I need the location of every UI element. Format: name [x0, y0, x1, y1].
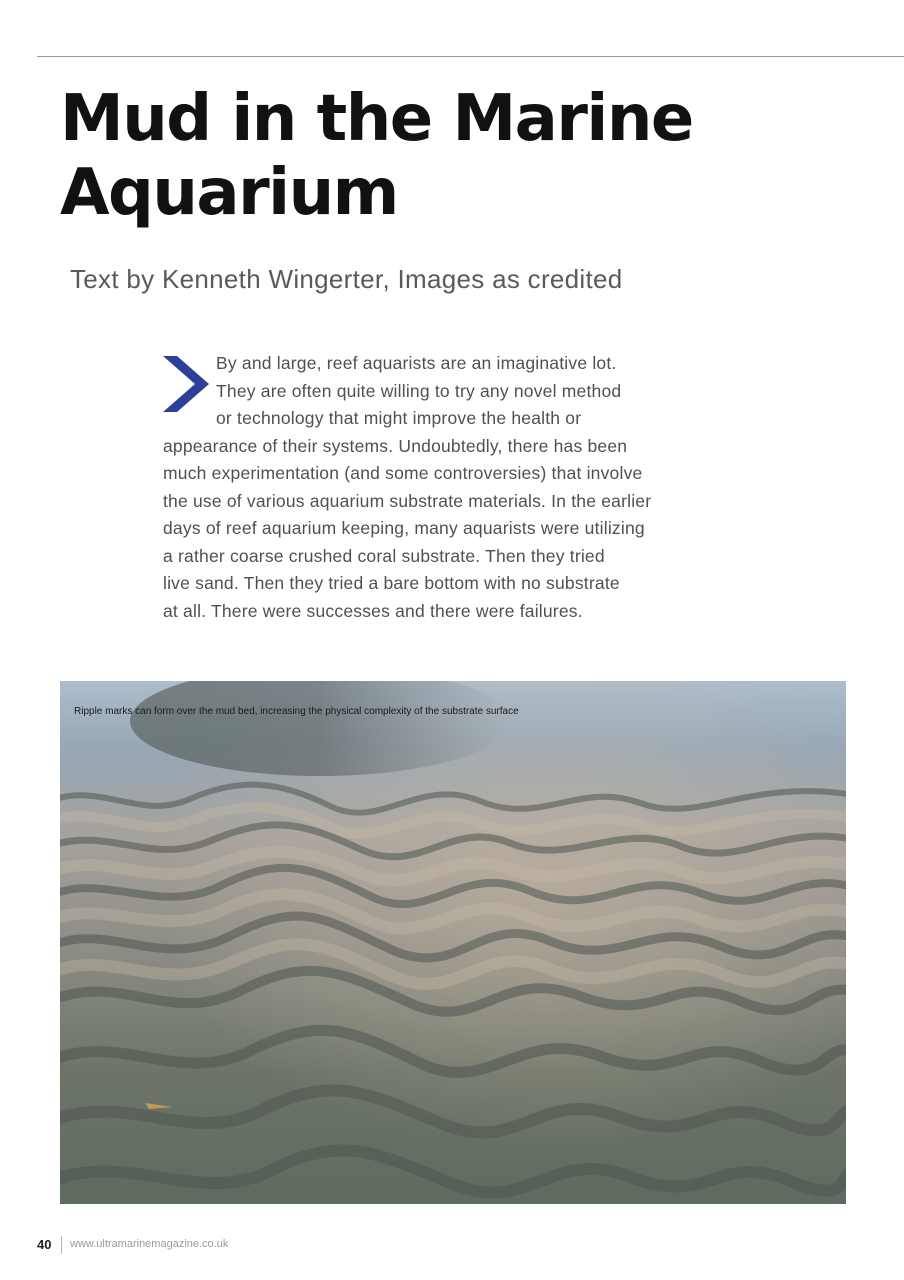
- photo-caption: Ripple marks can form over the mud bed, increasing the physical complexity of the substrate surface: [74, 706, 519, 717]
- ripple-photo-illustration: [60, 681, 846, 1204]
- magazine-url-link[interactable]: www.ultramarinemagazine.co.uk: [70, 1238, 229, 1250]
- ripple-marks-photo: [60, 681, 846, 1204]
- intro-line: a rather coarse crushed coral substrate. Then they tried: [163, 545, 605, 566]
- byline: Text by Kenneth Wingerter, Images as credited: [70, 264, 623, 294]
- intro-line: the use of various aquarium substrate materials. In the earlier: [163, 490, 652, 511]
- page-number: 40: [37, 1237, 52, 1252]
- intro-line: live sand. Then they tried a bare bottom with no substrate: [163, 573, 620, 593]
- footer-divider: [61, 1236, 62, 1254]
- intro-line: at all. There were successes and there were failures.: [163, 600, 583, 621]
- intro-line: They are often quite willing to try any novel method: [216, 380, 622, 401]
- intro-line: or technology that might improve the health or: [216, 408, 582, 428]
- title-line-2: Aquarium: [60, 156, 398, 230]
- intro-line: much experimentation (and some controversies) that involve: [163, 463, 643, 483]
- title-line-1: Mud in the Marine: [60, 82, 693, 156]
- article-title: [60, 82, 860, 230]
- intro-line: days of reef aquarium keeping, many aquarists were utilizing: [163, 518, 645, 538]
- header-rule: [37, 56, 904, 57]
- intro-paragraph: [163, 350, 719, 625]
- intro-line: By and large, reef aquarists are an imaginative lot.: [216, 353, 617, 373]
- intro-line: appearance of their systems. Undoubtedly, there has been: [163, 435, 628, 456]
